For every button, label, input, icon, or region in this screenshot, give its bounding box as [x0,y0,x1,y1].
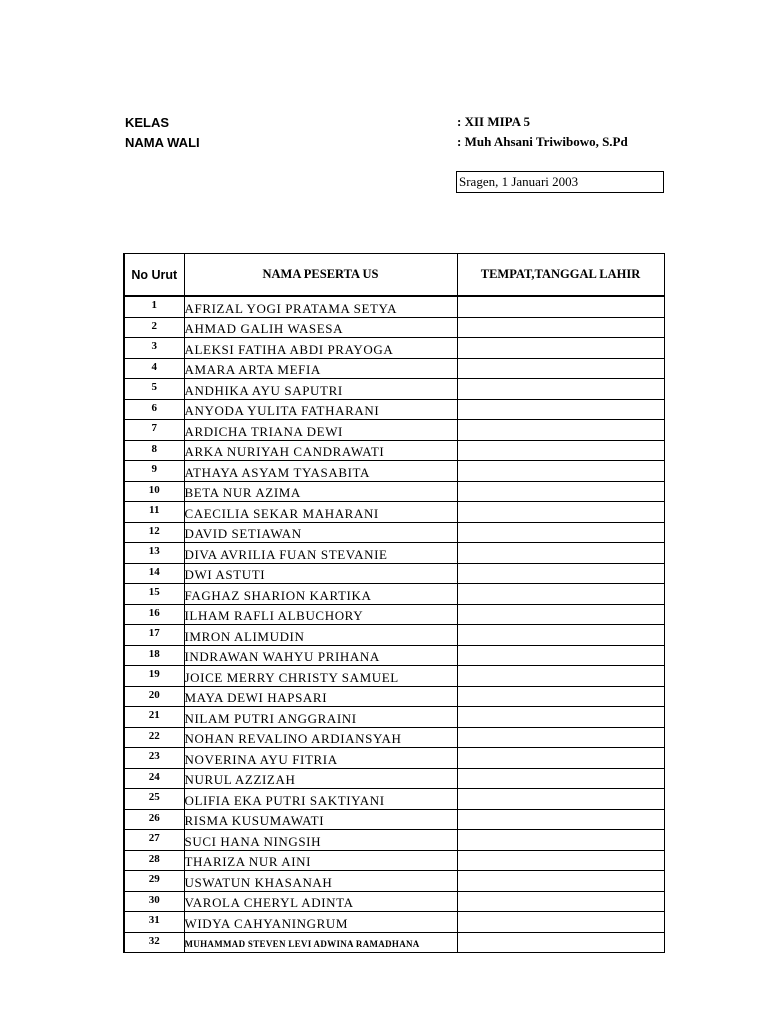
birth-place-date-cell[interactable] [457,768,664,789]
student-name: IMRON ALIMUDIN [184,625,457,646]
student-name: AFRIZAL YOGI PRATAMA SETYA [184,296,457,317]
row-number: 18 [124,645,184,666]
table-row [124,789,664,810]
student-name: ANDHIKA AYU SAPUTRI [184,379,457,400]
table-row [124,481,664,502]
row-number: 29 [124,871,184,892]
birth-place-date-cell[interactable] [457,789,664,810]
student-name: MUHAMMAD STEVEN LEVI ADWINA RAMADHANA [184,932,457,953]
table-header-row [124,254,664,297]
row-number: 10 [124,481,184,502]
birth-place-date-cell[interactable] [457,809,664,830]
wali-label: NAMA WALI [125,135,200,150]
table-row [124,584,664,605]
birth-place-date-cell[interactable] [457,420,664,441]
row-number: 24 [124,768,184,789]
birth-place-date-cell[interactable] [457,338,664,359]
row-number: 11 [124,502,184,523]
table-row [124,604,664,625]
ttl-example-box: Sragen, 1 Januari 2003 [456,171,664,193]
row-number: 30 [124,891,184,912]
table-row [124,338,664,359]
table-row [124,871,664,892]
table-row [124,399,664,420]
student-name: BETA NUR AZIMA [184,481,457,502]
birth-place-date-cell[interactable] [457,461,664,482]
row-number: 32 [124,932,184,953]
birth-place-date-cell[interactable] [457,686,664,707]
birth-place-date-cell[interactable] [457,666,664,687]
table-body [124,296,664,953]
student-name: NOVERINA AYU FITRIA [184,748,457,769]
table-row [124,317,664,338]
table-row [124,379,664,400]
table-row [124,502,664,523]
row-number: 19 [124,666,184,687]
birth-place-date-cell[interactable] [457,604,664,625]
row-number: 16 [124,604,184,625]
table-row [124,625,664,646]
table-row [124,748,664,769]
row-number: 27 [124,830,184,851]
row-number: 1 [124,296,184,317]
row-number: 6 [124,399,184,420]
student-name: VAROLA CHERYL ADINTA [184,891,457,912]
col-header-no: No Urut [124,254,184,297]
table-row [124,420,664,441]
table-row [124,707,664,728]
birth-place-date-cell[interactable] [457,543,664,564]
table-row [124,296,664,317]
table-row [124,891,664,912]
table-row [124,727,664,748]
birth-place-date-cell[interactable] [457,912,664,933]
birth-place-date-cell[interactable] [457,707,664,728]
student-name: MAYA DEWI HAPSARI [184,686,457,707]
student-name: FAGHAZ SHARION KARTIKA [184,584,457,605]
row-number: 7 [124,420,184,441]
table-row [124,768,664,789]
row-number: 25 [124,789,184,810]
student-name: RISMA KUSUMAWATI [184,809,457,830]
student-name: OLIFIA EKA PUTRI SAKTIYANI [184,789,457,810]
birth-place-date-cell[interactable] [457,625,664,646]
table-row [124,932,664,953]
student-name: INDRAWAN WAHYU PRIHANA [184,645,457,666]
birth-place-date-cell[interactable] [457,502,664,523]
student-table [123,253,665,953]
birth-place-date-cell[interactable] [457,440,664,461]
student-name: DWI ASTUTI [184,563,457,584]
student-name: SUCI HANA NINGSIH [184,830,457,851]
student-name: ARKA NURIYAH CANDRAWATI [184,440,457,461]
table-row [124,358,664,379]
birth-place-date-cell[interactable] [457,871,664,892]
row-number: 8 [124,440,184,461]
table-row [124,666,664,687]
student-name: USWATUN KHASANAH [184,871,457,892]
student-name: JOICE MERRY CHRISTY SAMUEL [184,666,457,687]
row-number: 28 [124,850,184,871]
table-row [124,563,664,584]
table-row [124,522,664,543]
col-header-ttl: TEMPAT,TANGGAL LAHIR [457,254,664,297]
birth-place-date-cell[interactable] [457,522,664,543]
birth-place-date-cell[interactable] [457,584,664,605]
student-name: CAECILIA SEKAR MAHARANI [184,502,457,523]
row-number: 23 [124,748,184,769]
birth-place-date-cell[interactable] [457,563,664,584]
row-number: 22 [124,727,184,748]
birth-place-date-cell[interactable] [457,481,664,502]
student-name: ANYODA YULITA FATHARANI [184,399,457,420]
row-number: 20 [124,686,184,707]
birth-place-date-cell[interactable] [457,932,664,953]
birth-place-date-cell[interactable] [457,830,664,851]
student-name: NILAM PUTRI ANGGRAINI [184,707,457,728]
student-name: DAVID SETIAWAN [184,522,457,543]
table-row [124,830,664,851]
row-number: 21 [124,707,184,728]
table-row [124,440,664,461]
row-number: 17 [124,625,184,646]
table-row [124,809,664,830]
table-row [124,686,664,707]
birth-place-date-cell[interactable] [457,645,664,666]
kelas-label: KELAS [125,115,170,130]
row-number: 15 [124,584,184,605]
student-name: NOHAN REVALINO ARDIANSYAH [184,727,457,748]
student-name: DIVA AVRILIA FUAN STEVANIE [184,543,457,564]
row-number: 4 [124,358,184,379]
row-number: 2 [124,317,184,338]
row-number: 3 [124,338,184,359]
row-number: 13 [124,543,184,564]
birth-place-date-cell[interactable] [457,727,664,748]
row-number: 12 [124,522,184,543]
student-name: ILHAM RAFLI ALBUCHORY [184,604,457,625]
col-header-name: NAMA PESERTA US [184,254,457,297]
kelas-value: : XII MIPA 5 [457,114,531,129]
student-name: AMARA ARTA MEFIA [184,358,457,379]
wali-value: : Muh Ahsani Triwibowo, S.Pd [457,134,628,149]
row-number: 26 [124,809,184,830]
birth-place-date-cell[interactable] [457,748,664,769]
row-number: 5 [124,379,184,400]
row-number: 14 [124,563,184,584]
birth-place-date-cell[interactable] [457,399,664,420]
row-number: 9 [124,461,184,482]
birth-place-date-cell[interactable] [457,358,664,379]
table-row [124,461,664,482]
birth-place-date-cell[interactable] [457,891,664,912]
student-name: AHMAD GALIH WASESA [184,317,457,338]
student-name: THARIZA NUR AINI [184,850,457,871]
student-name: ALEKSI FATIHA ABDI PRAYOGA [184,338,457,359]
birth-place-date-cell[interactable] [457,296,664,317]
row-number: 31 [124,912,184,933]
student-name: ATHAYA ASYAM TYASABITA [184,461,457,482]
birth-place-date-cell[interactable] [457,379,664,400]
birth-place-date-cell[interactable] [457,850,664,871]
student-name: WIDYA CAHYANINGRUM [184,912,457,933]
table-row [124,543,664,564]
table-row [124,645,664,666]
student-name: NURUL AZZIZAH [184,768,457,789]
birth-place-date-cell[interactable] [457,317,664,338]
table-row [124,912,664,933]
table-row [124,850,664,871]
student-name: ARDICHA TRIANA DEWI [184,420,457,441]
